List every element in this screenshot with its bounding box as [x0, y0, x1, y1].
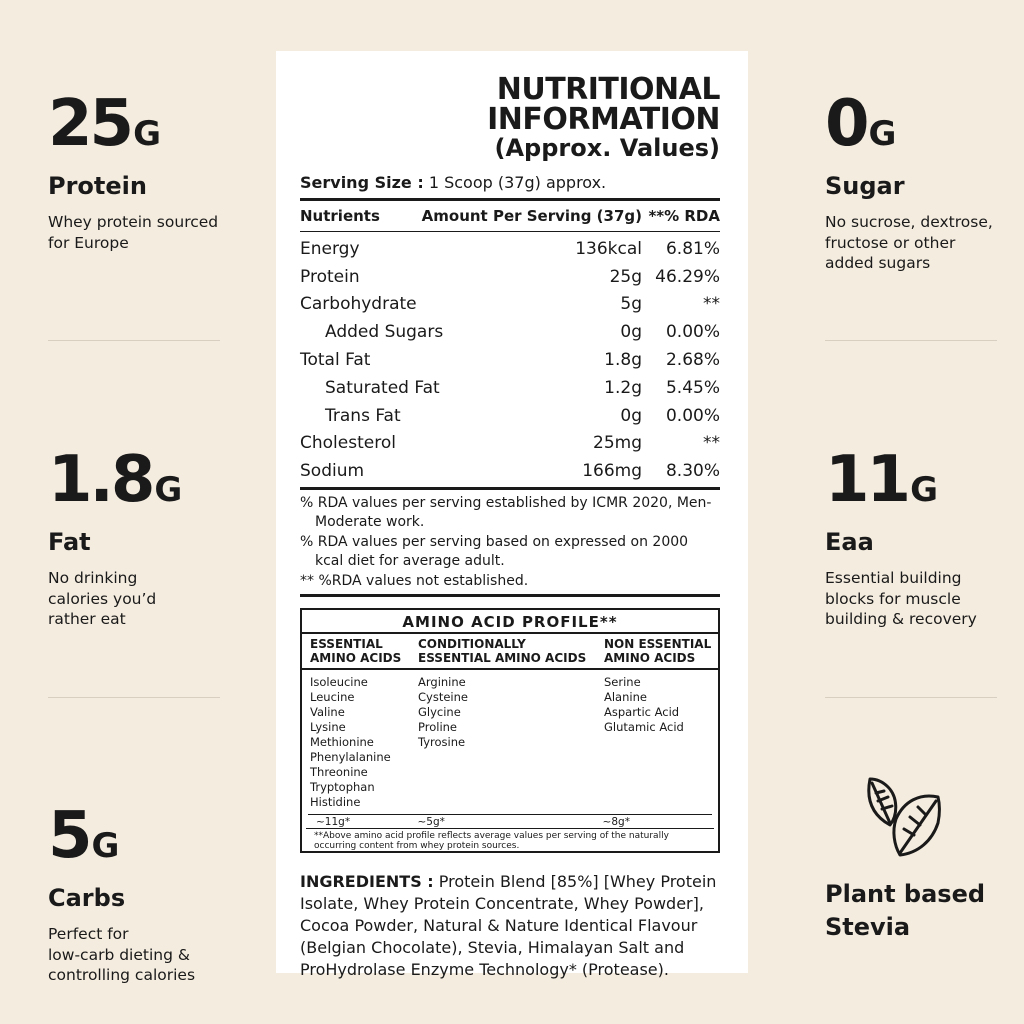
nutrient-name: Saturated Fat: [325, 377, 440, 398]
nutrient-row: [300, 291, 720, 319]
stat-protein: [48, 87, 238, 253]
stat-label: Eaa: [825, 528, 874, 556]
nutrition-title: NUTRITIONAL INFORMATION: [487, 72, 720, 137]
stat-label: Sugar: [825, 172, 905, 200]
divider: [300, 594, 720, 597]
ingredients: INGREDIENTS : Protein Blend [85%] [Whey Protein Isolate, Whey Protein Concentrate, Whey Powder], Cocoa Powder, Natural & Nature Identical Flavour (Belgian Chocolate), Stevia, Himalayan Salt and ProHydrolase Enzyme Technology* (Protease).: [300, 872, 717, 980]
amino-acid: Methionine: [310, 735, 374, 750]
amino-acid: Leucine: [310, 690, 355, 705]
stat-description: No drinking calories you’d rather eat: [48, 569, 157, 628]
divider: [48, 340, 220, 341]
nutrition-subtitle: (Approx. Values): [494, 134, 720, 162]
nutrient-name: Added Sugars: [325, 322, 444, 343]
conditional-list: [418, 675, 604, 814]
stat-label: Fat: [48, 528, 91, 556]
nutrient-amount: 5g: [620, 294, 642, 315]
stat-value: 1.8G: [48, 443, 183, 517]
stat-fat: [48, 443, 238, 630]
stat-description: No sucrose, dextrose, fructose or other added sugars: [825, 213, 993, 272]
nutrient-row: [300, 346, 720, 374]
nutrient-amount: 0g: [620, 322, 642, 343]
note: ** %RDA values not established.: [300, 573, 529, 590]
stat-description: Perfect for low-carb dieting & controlling calories: [48, 925, 196, 984]
nutrient-row: [300, 374, 720, 402]
amino-acid: Cysteine: [418, 690, 468, 705]
nutrition-panel: [276, 51, 748, 980]
stat-eaa: [825, 443, 1015, 630]
stat-description: Essential building blocks for muscle building & recovery: [825, 569, 977, 628]
amino-acid: Tryptophan: [310, 780, 375, 795]
amino-acid: Tyrosine: [418, 735, 466, 750]
nutrient-rda: 5.45%: [665, 377, 720, 398]
nutrient-name: Trans Fat: [325, 405, 401, 426]
nutrient-name: Energy: [300, 238, 360, 259]
nutrient-row: [300, 430, 720, 458]
amino-acid-profile: [300, 608, 720, 853]
amino-acid: Phenylalanine: [310, 750, 391, 765]
nutrient-rda: 6.81%: [665, 238, 720, 259]
nutrient-row: [300, 318, 720, 346]
nutrient-rda: 8.30%: [665, 461, 720, 482]
amino-acid: Aspartic Acid: [604, 705, 680, 720]
amino-acid: Arginine: [418, 675, 466, 690]
rda-notes: [300, 490, 720, 591]
nutrient-amount: 136kcal: [575, 238, 642, 259]
stat-carbs: [48, 799, 238, 986]
nutrient-rda: **: [703, 294, 720, 315]
mint-leaf-icon: [864, 775, 944, 859]
amino-acid: Valine: [310, 705, 345, 720]
amino-footnote: **Above amino acid profile reflects average values per serving of the naturally occurring content from whey protein sources.: [306, 828, 714, 851]
nutrient-rda: 2.68%: [665, 350, 720, 371]
note: % RDA values per serving based on expressed on 2000 kcal diet for average adult.: [300, 534, 689, 570]
nutrient-rda: 0.00%: [665, 405, 720, 426]
divider: [825, 697, 997, 698]
stat-label: Carbs: [48, 884, 126, 912]
nutrient-amount: 0g: [620, 405, 642, 426]
non-essential-list: [604, 675, 714, 814]
stat-sugar: [825, 87, 1015, 274]
stat-value: 25G: [48, 87, 161, 161]
amino-acid: Glutamic Acid: [604, 720, 684, 735]
stat-stevia: [825, 872, 1015, 944]
amino-acid: Proline: [418, 720, 457, 735]
stat-label: Protein: [48, 172, 147, 200]
nutrient-rda: 0.00%: [665, 322, 720, 343]
stat-value: 0G: [825, 87, 897, 161]
amino-acid: Glycine: [418, 705, 461, 720]
nutrient-amount: 1.2g: [604, 377, 642, 398]
nutrient-rda: 46.29%: [655, 266, 720, 287]
amino-acid: Isoleucine: [310, 675, 368, 690]
stat-value: 11G: [825, 443, 938, 517]
nutrient-amount: 166mg: [582, 461, 642, 482]
nutrient-name: Cholesterol: [300, 433, 396, 454]
note: % RDA values per serving established by ICMR 2020, Men- Moderate work.: [300, 495, 712, 531]
nutrient-amount: 1.8g: [604, 350, 642, 371]
amino-acid: Histidine: [310, 795, 361, 810]
nutrient-name: Sodium: [300, 461, 365, 482]
amino-totals: ~11g* ~5g* ~8g*: [308, 814, 712, 828]
serving-size: Serving Size : 1 Scoop (37g) approx.: [300, 173, 607, 192]
amino-acid: Serine: [604, 675, 641, 690]
nutrient-name: Total Fat: [300, 350, 371, 371]
divider: [300, 231, 720, 232]
nutrient-amount: 25g: [609, 266, 642, 287]
nutrient-name: Carbohydrate: [300, 294, 417, 315]
nutrient-row: [300, 457, 720, 485]
nutrition-header-row: Nutrients Amount Per Serving (37g) **% RDA: [300, 207, 720, 225]
nutrient-row: [300, 402, 720, 430]
nutrient-row: [300, 235, 720, 263]
stat-value: 5G: [48, 799, 120, 873]
amino-body: [302, 670, 718, 814]
nutrient-name: Protein: [300, 266, 360, 287]
nutrient-amount: 25mg: [593, 433, 642, 454]
amino-acid: Alanine: [604, 690, 647, 705]
nutrient-row: [300, 263, 720, 291]
nutrient-rda: **: [703, 433, 720, 454]
nutrition-rows: [300, 235, 720, 485]
amino-title: AMINO ACID PROFILE**: [302, 610, 718, 634]
stat-label: Plant based Stevia: [825, 880, 986, 941]
essential-list: [310, 675, 418, 814]
amino-header-row: ESSENTIAL AMINO ACIDS CONDITIONALLY ESSENTIAL AMINO ACIDS NON ESSENTIAL AMINO ACIDS: [302, 634, 718, 670]
stat-description: Whey protein sourced for Europe: [48, 213, 219, 252]
divider: [825, 340, 997, 341]
amino-acid: Lysine: [310, 720, 346, 735]
amino-acid: Threonine: [310, 765, 368, 780]
divider: [48, 697, 220, 698]
